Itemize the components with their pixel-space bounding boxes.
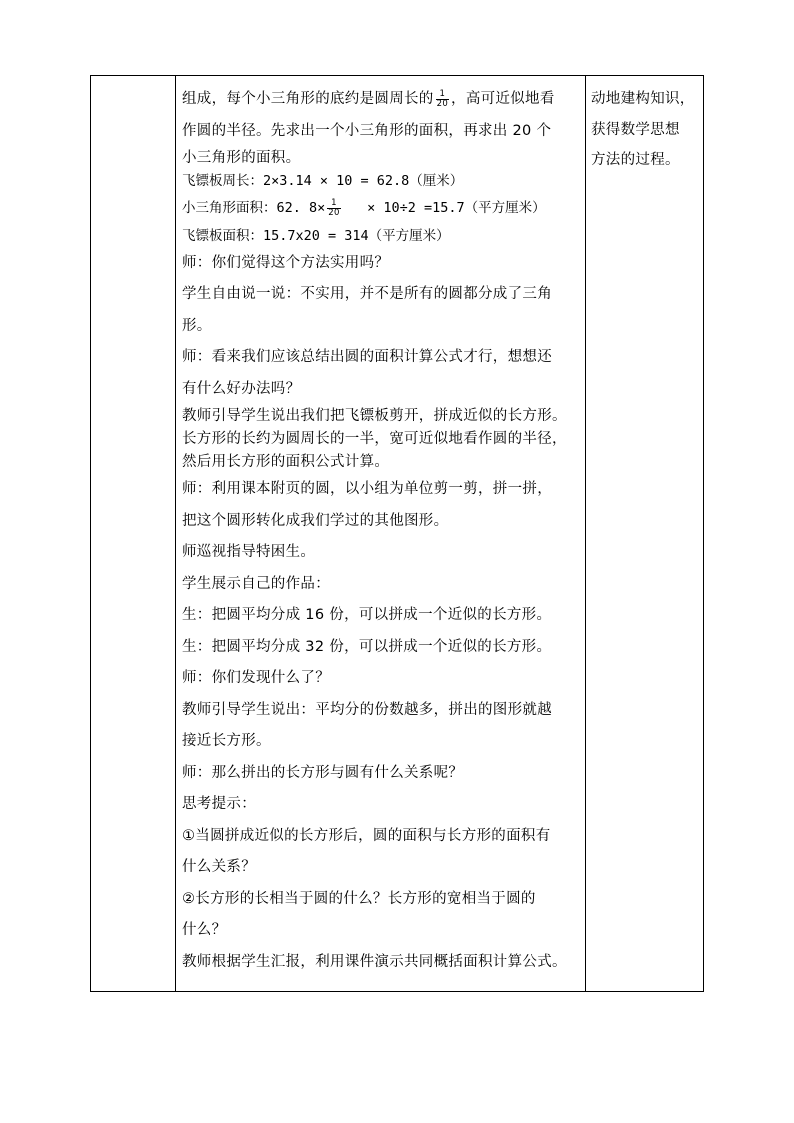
text-line: ①当圆拼成近似的长方形后，圆的面积与长方形的面积有 xyxy=(182,827,551,844)
lesson-table xyxy=(90,75,704,992)
column-divider-right xyxy=(585,76,586,991)
text-line: 获得数学思想 xyxy=(591,121,680,138)
text-line: 动地建构知识， xyxy=(591,91,695,107)
formula-line xyxy=(182,193,582,225)
text-line: 学生自由说一说：不实用，并不是所有的圆都分成了三角 xyxy=(182,286,552,302)
text-line: 师：你们发现什么了？ xyxy=(182,670,330,686)
design-intent-cell xyxy=(591,84,701,176)
formula-line xyxy=(182,225,582,248)
text-line: 师：看来我们应该总结出圆的面积计算公式才行，想想还 xyxy=(182,349,552,365)
text-line: 接近长方形。 xyxy=(182,733,271,749)
text-line: 有什么好办法吗？ xyxy=(182,380,301,397)
text-line: 把这个圆形转化成我们学过的其他图形。 xyxy=(182,512,449,529)
text-segment: 组成，每个小三角形的底约是圆周长的 xyxy=(182,91,434,107)
fraction-denominator: 20 xyxy=(328,207,340,218)
text-line: 学生展示自己的作品： xyxy=(182,575,330,592)
text-line: 生：把圆平均分成 32 份，可以拼成一个近似的长方形。 xyxy=(182,638,552,655)
fraction-numerator: 1 xyxy=(436,90,449,100)
formula-text: 飞镖板周长：2×3.14 × 10 = 62.8（厘米） xyxy=(182,173,464,189)
text-line: 小三角形的面积。 xyxy=(182,150,301,166)
text-line: 思考提示： xyxy=(182,796,256,812)
text-line: 什么关系？ xyxy=(182,859,256,875)
fraction xyxy=(436,90,449,109)
text-line: 什么？ xyxy=(182,922,227,938)
fraction xyxy=(327,199,340,218)
text-line: 长方形的长约为圆周长的一半，宽可近似地看作圆的半径， xyxy=(182,431,567,447)
fraction-denominator: 20 xyxy=(436,98,449,109)
text-line: 师巡视指导特困生。 xyxy=(182,544,316,560)
text-line: 教师根据学生汇报，利用课件演示共同概括面积计算公式。 xyxy=(182,953,567,970)
text-line: 作圆的半径。先求出一个小三角形的面积，再求出 20 个 xyxy=(182,122,552,139)
formula-text: 小三角形面积：62. 8× xyxy=(182,200,326,216)
text-segment: ，高可近似地看 xyxy=(451,91,555,107)
formula-text: × 10÷2 =15.7（平方厘米） xyxy=(342,200,546,216)
text-line: 师：那么拼出的长方形与圆有什么关系呢？ xyxy=(182,764,464,781)
teaching-process-cell xyxy=(182,84,582,978)
text-line: 教师引导学生说出：平均分的份数越多，拼出的图形就越 xyxy=(182,701,552,718)
text-line: 然后用长方形的面积公式计算。 xyxy=(182,454,390,470)
text-line: 师：利用课本附页的圆，以小组为单位剪一剪，拼一拼， xyxy=(182,481,552,497)
fraction-numerator: 1 xyxy=(327,199,340,209)
text-line: 生：把圆平均分成 16 份，可以拼成一个近似的长方形。 xyxy=(182,607,552,623)
column-divider-left xyxy=(175,76,176,991)
text-line: 方法的过程。 xyxy=(591,152,680,168)
text-line: ②长方形的长相当于圆的什么？长方形的宽相当于圆的 xyxy=(182,890,536,907)
text-line xyxy=(182,84,582,116)
text-line: 教师引导学生说出我们把飞镖板剪开，拼成近似的长方形。 xyxy=(182,408,567,424)
text-line: 形。 xyxy=(182,317,212,334)
formula-text: 飞镖板面积：15.7x20 = 314（平方厘米） xyxy=(182,227,450,244)
formula-line xyxy=(182,170,582,193)
text-line: 师：你们觉得这个方法实用吗？ xyxy=(182,254,390,271)
